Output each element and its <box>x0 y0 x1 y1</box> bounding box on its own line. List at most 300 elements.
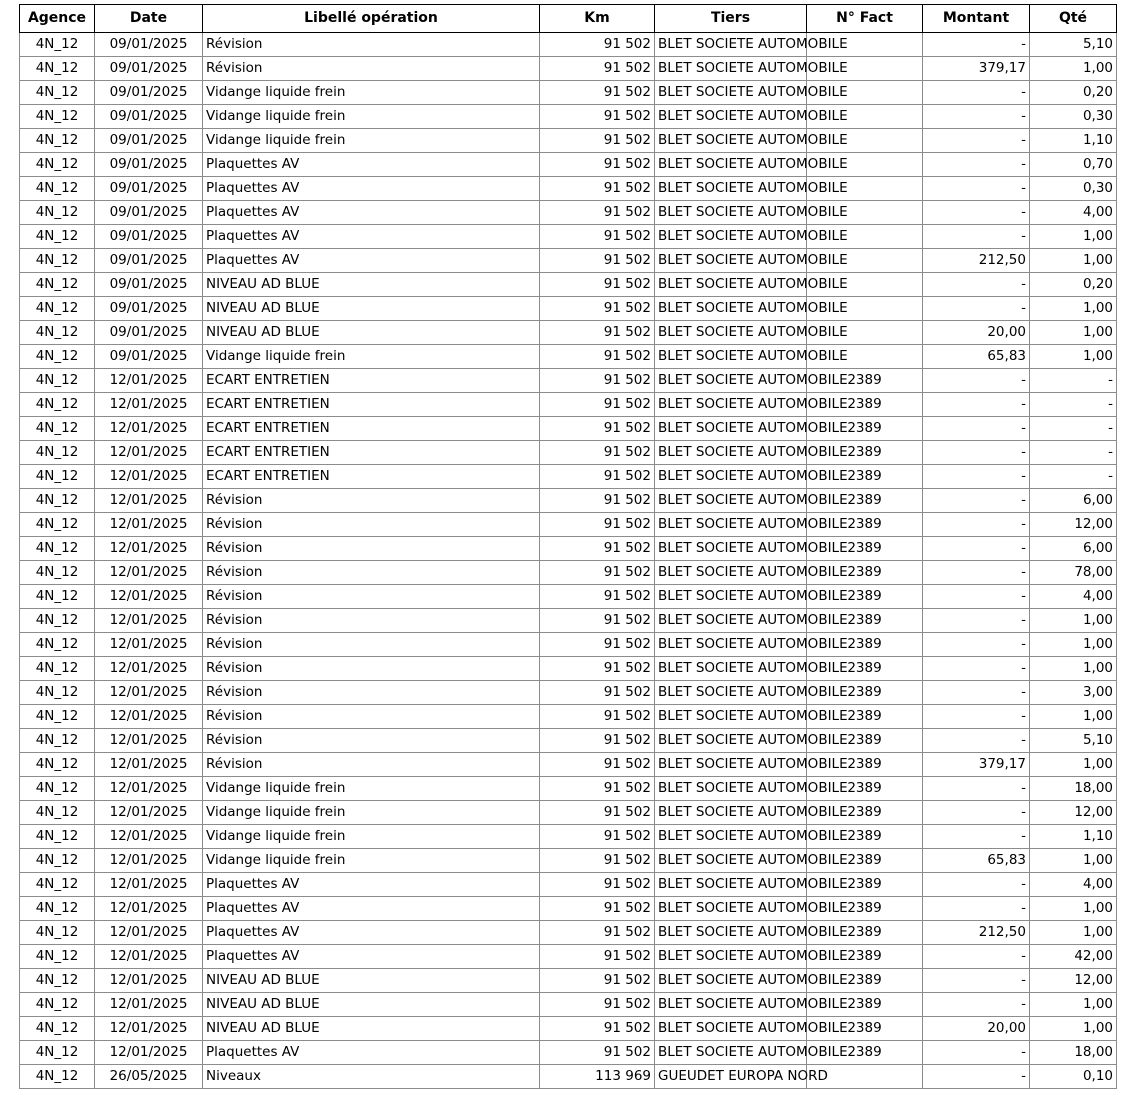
table-row <box>20 153 1117 177</box>
cell-montant: - <box>923 825 1030 849</box>
cell-agence: 4N_12 <box>20 705 95 729</box>
cell-km: 91 502 <box>540 369 655 393</box>
cell-qte: 1,00 <box>1030 993 1117 1017</box>
cell-date: 12/01/2025 <box>95 489 203 513</box>
cell-libelle: Plaquettes AV <box>203 1041 540 1065</box>
table-row <box>20 321 1117 345</box>
cell-agence: 4N_12 <box>20 129 95 153</box>
table-row <box>20 561 1117 585</box>
table-row <box>20 801 1117 825</box>
cell-montant: - <box>923 681 1030 705</box>
table-row <box>20 825 1117 849</box>
cell-libelle: Vidange liquide frein <box>203 105 540 129</box>
cell-date: 12/01/2025 <box>95 705 203 729</box>
cell-tiers: BLET SOCIETE AUTOMOBILE <box>655 993 807 1017</box>
cell-qte: 6,00 <box>1030 537 1117 561</box>
cell-qte: 1,00 <box>1030 249 1117 273</box>
cell-tiers: BLET SOCIETE AUTOMOBILE <box>655 417 807 441</box>
table-row <box>20 225 1117 249</box>
cell-tiers: BLET SOCIETE AUTOMOBILE <box>655 105 807 129</box>
cell-date: 12/01/2025 <box>95 777 203 801</box>
table-row <box>20 177 1117 201</box>
cell-libelle: Révision <box>203 609 540 633</box>
cell-libelle: Plaquettes AV <box>203 153 540 177</box>
cell-km: 91 502 <box>540 393 655 417</box>
cell-libelle: NIVEAU AD BLUE <box>203 297 540 321</box>
cell-date: 12/01/2025 <box>95 969 203 993</box>
cell-montant: - <box>923 897 1030 921</box>
cell-tiers: BLET SOCIETE AUTOMOBILE <box>655 81 807 105</box>
cell-km: 91 502 <box>540 513 655 537</box>
cell-num-fact: 2389 <box>807 897 923 921</box>
table-row <box>20 273 1117 297</box>
operations-table <box>19 4 1117 1089</box>
cell-date: 09/01/2025 <box>95 105 203 129</box>
cell-libelle: Révision <box>203 633 540 657</box>
cell-montant: - <box>923 177 1030 201</box>
table-row <box>20 297 1117 321</box>
cell-montant: - <box>923 33 1030 57</box>
table-row <box>20 993 1117 1017</box>
cell-qte: 1,00 <box>1030 897 1117 921</box>
cell-date: 12/01/2025 <box>95 465 203 489</box>
cell-tiers: BLET SOCIETE AUTOMOBILE <box>655 33 807 57</box>
cell-agence: 4N_12 <box>20 297 95 321</box>
cell-km: 91 502 <box>540 921 655 945</box>
cell-agence: 4N_12 <box>20 753 95 777</box>
cell-montant: 212,50 <box>923 921 1030 945</box>
cell-date: 12/01/2025 <box>95 825 203 849</box>
cell-libelle: Vidange liquide frein <box>203 345 540 369</box>
cell-montant: - <box>923 225 1030 249</box>
cell-tiers: BLET SOCIETE AUTOMOBILE <box>655 537 807 561</box>
cell-libelle: Révision <box>203 33 540 57</box>
cell-qte: 1,00 <box>1030 705 1117 729</box>
cell-agence: 4N_12 <box>20 81 95 105</box>
cell-libelle: Plaquettes AV <box>203 921 540 945</box>
cell-libelle: NIVEAU AD BLUE <box>203 273 540 297</box>
table-row <box>20 873 1117 897</box>
cell-libelle: Plaquettes AV <box>203 225 540 249</box>
cell-num-fact: 2389 <box>807 609 923 633</box>
cell-libelle: ECART ENTRETIEN <box>203 441 540 465</box>
cell-km: 91 502 <box>540 873 655 897</box>
cell-agence: 4N_12 <box>20 849 95 873</box>
cell-qte: 78,00 <box>1030 561 1117 585</box>
cell-tiers: BLET SOCIETE AUTOMOBILE <box>655 1041 807 1065</box>
cell-libelle: ECART ENTRETIEN <box>203 369 540 393</box>
cell-km: 91 502 <box>540 729 655 753</box>
cell-tiers: BLET SOCIETE AUTOMOBILE <box>655 369 807 393</box>
cell-tiers: BLET SOCIETE AUTOMOBILE <box>655 321 807 345</box>
cell-qte: 1,00 <box>1030 633 1117 657</box>
cell-num-fact: 2389 <box>807 681 923 705</box>
table-row <box>20 657 1117 681</box>
cell-libelle: Plaquettes AV <box>203 201 540 225</box>
cell-num-fact: 2389 <box>807 777 923 801</box>
cell-num-fact: 2389 <box>807 657 923 681</box>
cell-tiers: BLET SOCIETE AUTOMOBILE <box>655 249 807 273</box>
cell-num-fact: 2389 <box>807 729 923 753</box>
cell-libelle: ECART ENTRETIEN <box>203 393 540 417</box>
cell-libelle: NIVEAU AD BLUE <box>203 969 540 993</box>
cell-tiers: BLET SOCIETE AUTOMOBILE <box>655 849 807 873</box>
cell-agence: 4N_12 <box>20 585 95 609</box>
cell-date: 12/01/2025 <box>95 369 203 393</box>
cell-date: 26/05/2025 <box>95 1065 203 1089</box>
cell-montant: - <box>923 81 1030 105</box>
cell-tiers: BLET SOCIETE AUTOMOBILE <box>655 753 807 777</box>
cell-agence: 4N_12 <box>20 345 95 369</box>
cell-qte: 18,00 <box>1030 777 1117 801</box>
cell-agence: 4N_12 <box>20 225 95 249</box>
cell-qte: 1,00 <box>1030 753 1117 777</box>
column-header-agence: Agence <box>20 5 95 33</box>
cell-date: 09/01/2025 <box>95 345 203 369</box>
cell-libelle: Révision <box>203 537 540 561</box>
cell-date: 09/01/2025 <box>95 81 203 105</box>
cell-montant: - <box>923 969 1030 993</box>
cell-montant: 20,00 <box>923 321 1030 345</box>
cell-qte: - <box>1030 393 1117 417</box>
table-row <box>20 489 1117 513</box>
cell-tiers: BLET SOCIETE AUTOMOBILE <box>655 201 807 225</box>
cell-km: 91 502 <box>540 273 655 297</box>
table-row <box>20 465 1117 489</box>
cell-km: 91 502 <box>540 1041 655 1065</box>
cell-km: 91 502 <box>540 609 655 633</box>
cell-tiers: BLET SOCIETE AUTOMOBILE <box>655 633 807 657</box>
cell-tiers: BLET SOCIETE AUTOMOBILE <box>655 153 807 177</box>
table-row <box>20 345 1117 369</box>
table-row <box>20 81 1117 105</box>
cell-km: 91 502 <box>540 801 655 825</box>
cell-libelle: Révision <box>203 729 540 753</box>
cell-date: 09/01/2025 <box>95 273 203 297</box>
cell-qte: 5,10 <box>1030 33 1117 57</box>
cell-date: 12/01/2025 <box>95 801 203 825</box>
table-body <box>20 33 1117 1089</box>
cell-km: 91 502 <box>540 705 655 729</box>
cell-num-fact: 2389 <box>807 825 923 849</box>
table-row <box>20 417 1117 441</box>
column-header-libelle: Libellé opération <box>203 5 540 33</box>
cell-tiers: BLET SOCIETE AUTOMOBILE <box>655 177 807 201</box>
cell-libelle: Plaquettes AV <box>203 873 540 897</box>
cell-qte: 4,00 <box>1030 201 1117 225</box>
table-row <box>20 369 1117 393</box>
cell-tiers: BLET SOCIETE AUTOMOBILE <box>655 921 807 945</box>
cell-qte: 12,00 <box>1030 801 1117 825</box>
cell-montant: - <box>923 513 1030 537</box>
cell-tiers: BLET SOCIETE AUTOMOBILE <box>655 897 807 921</box>
cell-agence: 4N_12 <box>20 633 95 657</box>
cell-montant: - <box>923 729 1030 753</box>
table-row <box>20 849 1117 873</box>
table-row <box>20 969 1117 993</box>
cell-qte: 4,00 <box>1030 873 1117 897</box>
cell-agence: 4N_12 <box>20 153 95 177</box>
cell-qte: 1,00 <box>1030 1017 1117 1041</box>
cell-km: 91 502 <box>540 321 655 345</box>
cell-km: 91 502 <box>540 825 655 849</box>
cell-libelle: Révision <box>203 513 540 537</box>
cell-km: 91 502 <box>540 201 655 225</box>
cell-km: 91 502 <box>540 993 655 1017</box>
cell-km: 91 502 <box>540 777 655 801</box>
cell-num-fact: 2389 <box>807 513 923 537</box>
cell-date: 12/01/2025 <box>95 585 203 609</box>
cell-km: 91 502 <box>540 1017 655 1041</box>
table-row <box>20 633 1117 657</box>
cell-tiers: BLET SOCIETE AUTOMOBILE <box>655 969 807 993</box>
table-row <box>20 105 1117 129</box>
cell-qte: 1,00 <box>1030 609 1117 633</box>
cell-qte: - <box>1030 441 1117 465</box>
cell-num-fact: 2389 <box>807 441 923 465</box>
cell-agence: 4N_12 <box>20 57 95 81</box>
table-row <box>20 705 1117 729</box>
cell-montant: - <box>923 465 1030 489</box>
cell-km: 91 502 <box>540 345 655 369</box>
cell-date: 09/01/2025 <box>95 201 203 225</box>
cell-qte: 12,00 <box>1030 969 1117 993</box>
cell-qte: 0,70 <box>1030 153 1117 177</box>
table-row <box>20 945 1117 969</box>
cell-date: 12/01/2025 <box>95 441 203 465</box>
table-row <box>20 585 1117 609</box>
cell-tiers: BLET SOCIETE AUTOMOBILE <box>655 801 807 825</box>
cell-date: 12/01/2025 <box>95 657 203 681</box>
cell-montant: - <box>923 1065 1030 1089</box>
cell-agence: 4N_12 <box>20 729 95 753</box>
cell-agence: 4N_12 <box>20 417 95 441</box>
cell-tiers: BLET SOCIETE AUTOMOBILE <box>655 873 807 897</box>
cell-agence: 4N_12 <box>20 897 95 921</box>
cell-date: 09/01/2025 <box>95 321 203 345</box>
cell-agence: 4N_12 <box>20 801 95 825</box>
cell-libelle: Vidange liquide frein <box>203 849 540 873</box>
cell-num-fact: 2389 <box>807 465 923 489</box>
cell-km: 91 502 <box>540 105 655 129</box>
cell-num-fact: 2389 <box>807 945 923 969</box>
cell-qte: 1,10 <box>1030 825 1117 849</box>
cell-num-fact: 2389 <box>807 873 923 897</box>
column-header-num-fact: N° Fact <box>807 5 923 33</box>
cell-km: 91 502 <box>540 417 655 441</box>
cell-num-fact: 2389 <box>807 633 923 657</box>
cell-date: 09/01/2025 <box>95 57 203 81</box>
cell-num-fact: 2389 <box>807 489 923 513</box>
cell-qte: 3,00 <box>1030 681 1117 705</box>
cell-date: 12/01/2025 <box>95 393 203 417</box>
cell-qte: 0,20 <box>1030 273 1117 297</box>
cell-agence: 4N_12 <box>20 657 95 681</box>
cell-km: 91 502 <box>540 633 655 657</box>
cell-date: 12/01/2025 <box>95 993 203 1017</box>
cell-agence: 4N_12 <box>20 393 95 417</box>
cell-montant: - <box>923 705 1030 729</box>
table-row <box>20 57 1117 81</box>
table-row <box>20 609 1117 633</box>
cell-libelle: Révision <box>203 753 540 777</box>
cell-num-fact: 2389 <box>807 849 923 873</box>
table-row <box>20 897 1117 921</box>
cell-tiers: BLET SOCIETE AUTOMOBILE <box>655 681 807 705</box>
cell-date: 12/01/2025 <box>95 945 203 969</box>
cell-libelle: Plaquettes AV <box>203 249 540 273</box>
cell-agence: 4N_12 <box>20 369 95 393</box>
cell-date: 09/01/2025 <box>95 33 203 57</box>
cell-montant: - <box>923 129 1030 153</box>
cell-tiers: GUEUDET EUROPA NORD <box>655 1065 807 1089</box>
cell-montant: 65,83 <box>923 345 1030 369</box>
cell-tiers: BLET SOCIETE AUTOMOBILE <box>655 129 807 153</box>
cell-montant: 379,17 <box>923 753 1030 777</box>
cell-num-fact: 2389 <box>807 585 923 609</box>
cell-date: 12/01/2025 <box>95 753 203 777</box>
cell-tiers: BLET SOCIETE AUTOMOBILE <box>655 441 807 465</box>
cell-date: 12/01/2025 <box>95 633 203 657</box>
cell-km: 91 502 <box>540 33 655 57</box>
cell-montant: - <box>923 369 1030 393</box>
cell-agence: 4N_12 <box>20 1017 95 1041</box>
cell-agence: 4N_12 <box>20 321 95 345</box>
cell-tiers: BLET SOCIETE AUTOMOBILE <box>655 57 807 81</box>
cell-montant: 20,00 <box>923 1017 1030 1041</box>
cell-libelle: Révision <box>203 657 540 681</box>
cell-agence: 4N_12 <box>20 465 95 489</box>
cell-qte: 0,30 <box>1030 177 1117 201</box>
cell-libelle: Vidange liquide frein <box>203 825 540 849</box>
column-header-date: Date <box>95 5 203 33</box>
cell-montant: - <box>923 537 1030 561</box>
cell-montant: - <box>923 201 1030 225</box>
cell-num-fact: 2389 <box>807 393 923 417</box>
table-row <box>20 729 1117 753</box>
table-row <box>20 33 1117 57</box>
cell-km: 113 969 <box>540 1065 655 1089</box>
cell-km: 91 502 <box>540 657 655 681</box>
cell-date: 09/01/2025 <box>95 225 203 249</box>
cell-montant: 379,17 <box>923 57 1030 81</box>
cell-montant: - <box>923 1041 1030 1065</box>
cell-date: 12/01/2025 <box>95 897 203 921</box>
cell-date: 12/01/2025 <box>95 1017 203 1041</box>
cell-date: 12/01/2025 <box>95 921 203 945</box>
table-row <box>20 1041 1117 1065</box>
cell-km: 91 502 <box>540 129 655 153</box>
cell-libelle: Plaquettes AV <box>203 897 540 921</box>
cell-tiers: BLET SOCIETE AUTOMOBILE <box>655 1017 807 1041</box>
cell-date: 09/01/2025 <box>95 177 203 201</box>
cell-agence: 4N_12 <box>20 105 95 129</box>
cell-num-fact: 2389 <box>807 801 923 825</box>
cell-agence: 4N_12 <box>20 921 95 945</box>
cell-date: 12/01/2025 <box>95 681 203 705</box>
cell-libelle: Révision <box>203 585 540 609</box>
cell-qte: 42,00 <box>1030 945 1117 969</box>
cell-km: 91 502 <box>540 57 655 81</box>
cell-tiers: BLET SOCIETE AUTOMOBILE <box>655 393 807 417</box>
cell-date: 12/01/2025 <box>95 609 203 633</box>
cell-qte: 4,00 <box>1030 585 1117 609</box>
cell-agence: 4N_12 <box>20 489 95 513</box>
table-header-row <box>20 5 1117 33</box>
cell-qte: 1,00 <box>1030 57 1117 81</box>
cell-km: 91 502 <box>540 969 655 993</box>
column-header-montant: Montant <box>923 5 1030 33</box>
cell-montant: - <box>923 561 1030 585</box>
cell-tiers: BLET SOCIETE AUTOMOBILE <box>655 825 807 849</box>
cell-num-fact: 2389 <box>807 993 923 1017</box>
cell-montant: - <box>923 105 1030 129</box>
table-row <box>20 681 1117 705</box>
cell-libelle: Révision <box>203 705 540 729</box>
cell-km: 91 502 <box>540 465 655 489</box>
cell-libelle: NIVEAU AD BLUE <box>203 321 540 345</box>
cell-num-fact: 2389 <box>807 369 923 393</box>
cell-num-fact: 2389 <box>807 969 923 993</box>
cell-tiers: BLET SOCIETE AUTOMOBILE <box>655 513 807 537</box>
cell-agence: 4N_12 <box>20 681 95 705</box>
cell-qte: 1,00 <box>1030 321 1117 345</box>
cell-tiers: BLET SOCIETE AUTOMOBILE <box>655 705 807 729</box>
cell-libelle: NIVEAU AD BLUE <box>203 1017 540 1041</box>
cell-qte: 0,10 <box>1030 1065 1117 1089</box>
cell-date: 12/01/2025 <box>95 849 203 873</box>
cell-agence: 4N_12 <box>20 993 95 1017</box>
cell-agence: 4N_12 <box>20 777 95 801</box>
cell-km: 91 502 <box>540 249 655 273</box>
table-row <box>20 1017 1117 1041</box>
cell-qte: 1,10 <box>1030 129 1117 153</box>
table-row <box>20 777 1117 801</box>
cell-qte: 1,00 <box>1030 297 1117 321</box>
cell-tiers: BLET SOCIETE AUTOMOBILE <box>655 465 807 489</box>
table-row <box>20 1065 1117 1089</box>
cell-montant: - <box>923 585 1030 609</box>
cell-qte: 1,00 <box>1030 345 1117 369</box>
cell-libelle: ECART ENTRETIEN <box>203 417 540 441</box>
cell-montant: 65,83 <box>923 849 1030 873</box>
cell-km: 91 502 <box>540 753 655 777</box>
cell-agence: 4N_12 <box>20 609 95 633</box>
cell-km: 91 502 <box>540 585 655 609</box>
cell-tiers: BLET SOCIETE AUTOMOBILE <box>655 945 807 969</box>
cell-num-fact: 2389 <box>807 921 923 945</box>
cell-km: 91 502 <box>540 945 655 969</box>
cell-qte: 5,10 <box>1030 729 1117 753</box>
cell-montant: - <box>923 273 1030 297</box>
cell-libelle: Vidange liquide frein <box>203 129 540 153</box>
cell-agence: 4N_12 <box>20 945 95 969</box>
cell-montant: - <box>923 297 1030 321</box>
cell-tiers: BLET SOCIETE AUTOMOBILE <box>655 585 807 609</box>
cell-montant: - <box>923 801 1030 825</box>
cell-agence: 4N_12 <box>20 1041 95 1065</box>
cell-tiers: BLET SOCIETE AUTOMOBILE <box>655 609 807 633</box>
cell-agence: 4N_12 <box>20 441 95 465</box>
cell-qte: - <box>1030 369 1117 393</box>
cell-libelle: Niveaux <box>203 1065 540 1089</box>
cell-tiers: BLET SOCIETE AUTOMOBILE <box>655 225 807 249</box>
column-header-km: Km <box>540 5 655 33</box>
cell-num-fact: 2389 <box>807 1017 923 1041</box>
table-row <box>20 513 1117 537</box>
cell-agence: 4N_12 <box>20 1065 95 1089</box>
cell-km: 91 502 <box>540 297 655 321</box>
